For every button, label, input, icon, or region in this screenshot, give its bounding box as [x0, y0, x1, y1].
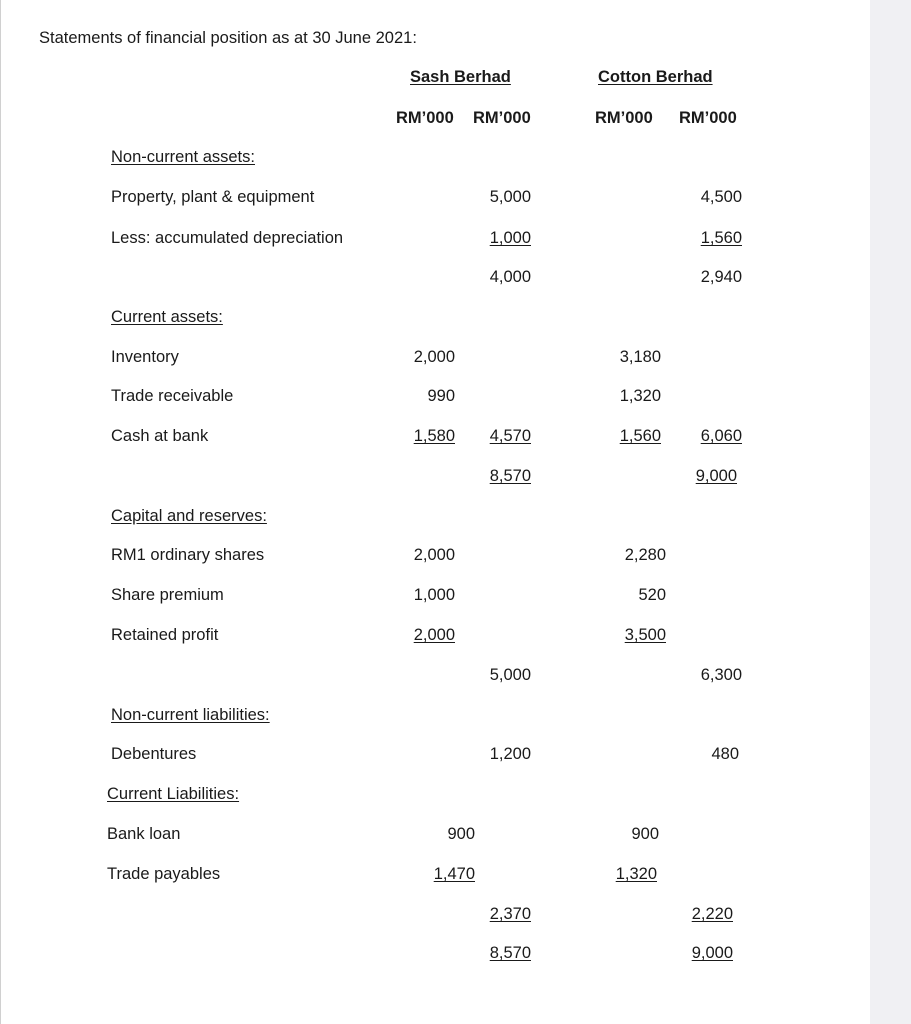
- cotton-unit-1: RM’000: [595, 109, 653, 127]
- grand-total-sash: 8,570: [489, 944, 531, 962]
- total-assets-cotton: 9,000: [695, 467, 737, 485]
- sash-unit-2: RM’000: [473, 109, 531, 127]
- payables-cotton: 1,320: [615, 865, 657, 883]
- current-assets-total-cotton: 6,060: [700, 427, 742, 445]
- section-current-liabilities: Current Liabilities:: [107, 785, 240, 803]
- row-label-receivable: Trade receivable: [111, 387, 234, 405]
- cash-cotton: 1,560: [619, 427, 661, 445]
- row-label-shares: RM1 ordinary shares: [111, 546, 265, 564]
- total-assets-sash: 8,570: [489, 467, 531, 485]
- debentures-sash: 1,200: [489, 745, 531, 763]
- shares-cotton: 2,280: [624, 546, 666, 564]
- premium-sash: 1,000: [413, 586, 455, 604]
- cl-total-cotton: 2,220: [691, 905, 733, 923]
- inventory-cotton: 3,180: [619, 348, 661, 366]
- viewer-side-gutter: [870, 0, 911, 1024]
- receivable-cotton: 1,320: [619, 387, 661, 405]
- section-non-current-liabilities: Non-current liabilities:: [111, 706, 270, 724]
- row-label-retained: Retained profit: [111, 626, 219, 644]
- cotton-unit-2: RM’000: [679, 109, 737, 127]
- sash-header: Sash Berhad: [410, 68, 511, 86]
- premium-cotton: 520: [638, 586, 666, 604]
- row-label-cash: Cash at bank: [111, 427, 209, 445]
- row-label-premium: Share premium: [111, 586, 224, 604]
- cotton-header: Cotton Berhad: [598, 68, 713, 86]
- row-label-debentures: Debentures: [111, 745, 197, 763]
- row-label-payables: Trade payables: [107, 865, 221, 883]
- bank-loan-sash: 900: [447, 825, 475, 843]
- sash-unit-1: RM’000: [396, 109, 454, 127]
- row-label-ppe: Property, plant & equipment: [111, 188, 315, 206]
- nbv-sash: 4,000: [489, 268, 531, 286]
- payables-sash: 1,470: [433, 865, 475, 883]
- ppe-sash: 5,000: [489, 188, 531, 206]
- acc-dep-sash: 1,000: [489, 229, 531, 247]
- nbv-cotton: 2,940: [700, 268, 742, 286]
- section-non-current-assets: Non-current assets:: [111, 148, 255, 166]
- statement-title: Statements of financial position as at 30 June 2021:: [39, 29, 417, 47]
- receivable-sash: 990: [427, 387, 455, 405]
- current-assets-total-sash: 4,570: [489, 427, 531, 445]
- cash-sash: 1,580: [413, 427, 455, 445]
- retained-sash: 2,000: [413, 626, 455, 644]
- equity-total-sash: 5,000: [489, 666, 531, 684]
- row-label-acc-dep: Less: accumulated depreciation: [111, 229, 344, 247]
- acc-dep-cotton: 1,560: [700, 229, 742, 247]
- equity-total-cotton: 6,300: [700, 666, 742, 684]
- section-capital-reserves: Capital and reserves:: [111, 507, 267, 525]
- inventory-sash: 2,000: [413, 348, 455, 366]
- grand-total-cotton: 9,000: [691, 944, 733, 962]
- section-current-assets: Current assets:: [111, 308, 223, 326]
- row-label-inventory: Inventory: [111, 348, 179, 366]
- shares-sash: 2,000: [413, 546, 455, 564]
- bank-loan-cotton: 900: [631, 825, 659, 843]
- debentures-cotton: 480: [711, 745, 739, 763]
- retained-cotton: 3,500: [624, 626, 666, 644]
- row-label-bank-loan: Bank loan: [107, 825, 181, 843]
- cl-total-sash: 2,370: [489, 905, 531, 923]
- ppe-cotton: 4,500: [700, 188, 742, 206]
